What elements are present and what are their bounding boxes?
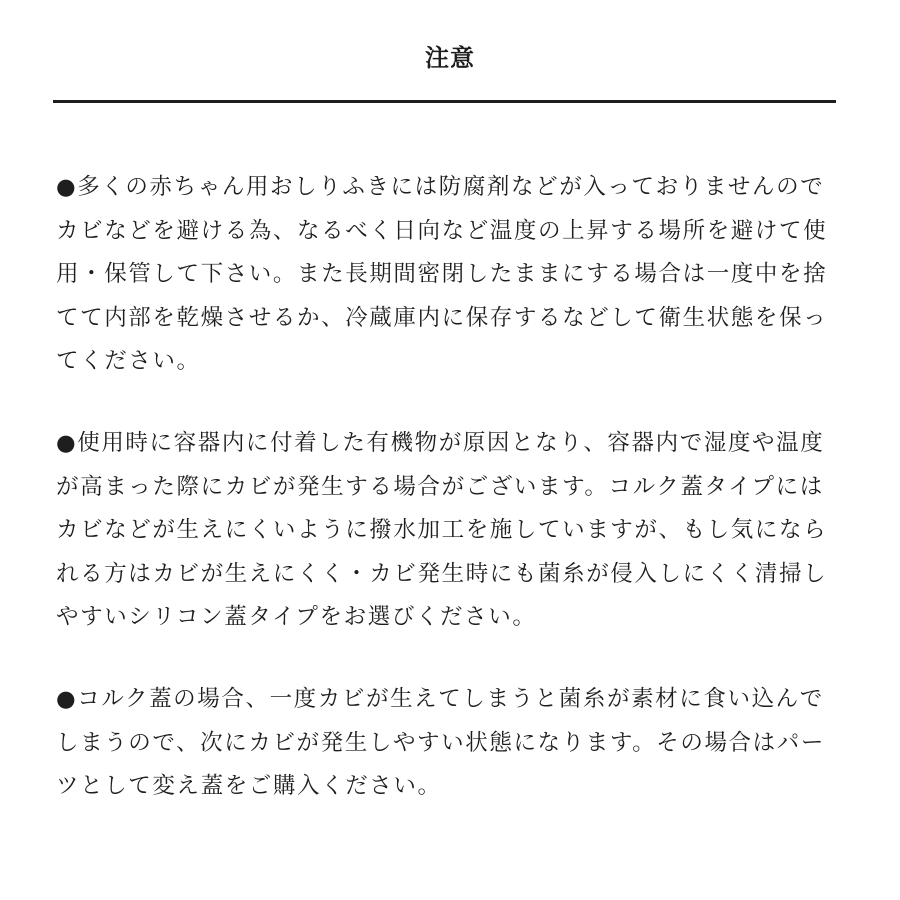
- notice-paragraph: [56, 678, 846, 809]
- notice-line: やすいシリコン蓋タイプをお選びください。: [56, 604, 537, 630]
- notice-line: カビなどが生えにくいように撥水加工を施していますが、もし気になら: [56, 517, 828, 543]
- notice-line: てください。: [56, 348, 201, 374]
- page-title: 注意: [425, 44, 475, 72]
- notice-line: ●コルク蓋の場合、一度カビが生えてしまうと菌糸が素材に食い込んで: [56, 686, 824, 712]
- notice-paragraph: [56, 422, 846, 640]
- notice-line: ツとして変え蓋をご購入ください。: [56, 773, 442, 799]
- notice-line: れる方はカビが生えにくく・カビ発生時にも菌糸が侵入しにくく清掃し: [56, 560, 828, 587]
- notice-line: 用・保管して下さい。また長期間密閉したままにする場合は一度中を捨: [56, 261, 828, 287]
- notice-line: てて内部を乾燥させるか、冷蔵庫内に保存するなどして衛生状態を保っ: [56, 304, 828, 331]
- title-divider: [53, 100, 836, 103]
- notice-line: ●多くの赤ちゃん用おしりふきには防腐剤などが入っておりませんので: [56, 174, 825, 200]
- notice-line: が高まった際にカビが発生する場合がございます。コルク蓋タイプには: [56, 473, 824, 500]
- notice-line: カビなどを避ける為、なるべく日向など温度の上昇する場所を避けて使: [56, 217, 828, 244]
- notice-line: しまうので、次にカビが発生しやすい状態になります。その場合はパー: [56, 729, 825, 756]
- notice-paragraph: [56, 166, 846, 384]
- notice-line: ●使用時に容器内に付着した有機物が原因となり、容器内で湿度や温度: [56, 430, 825, 456]
